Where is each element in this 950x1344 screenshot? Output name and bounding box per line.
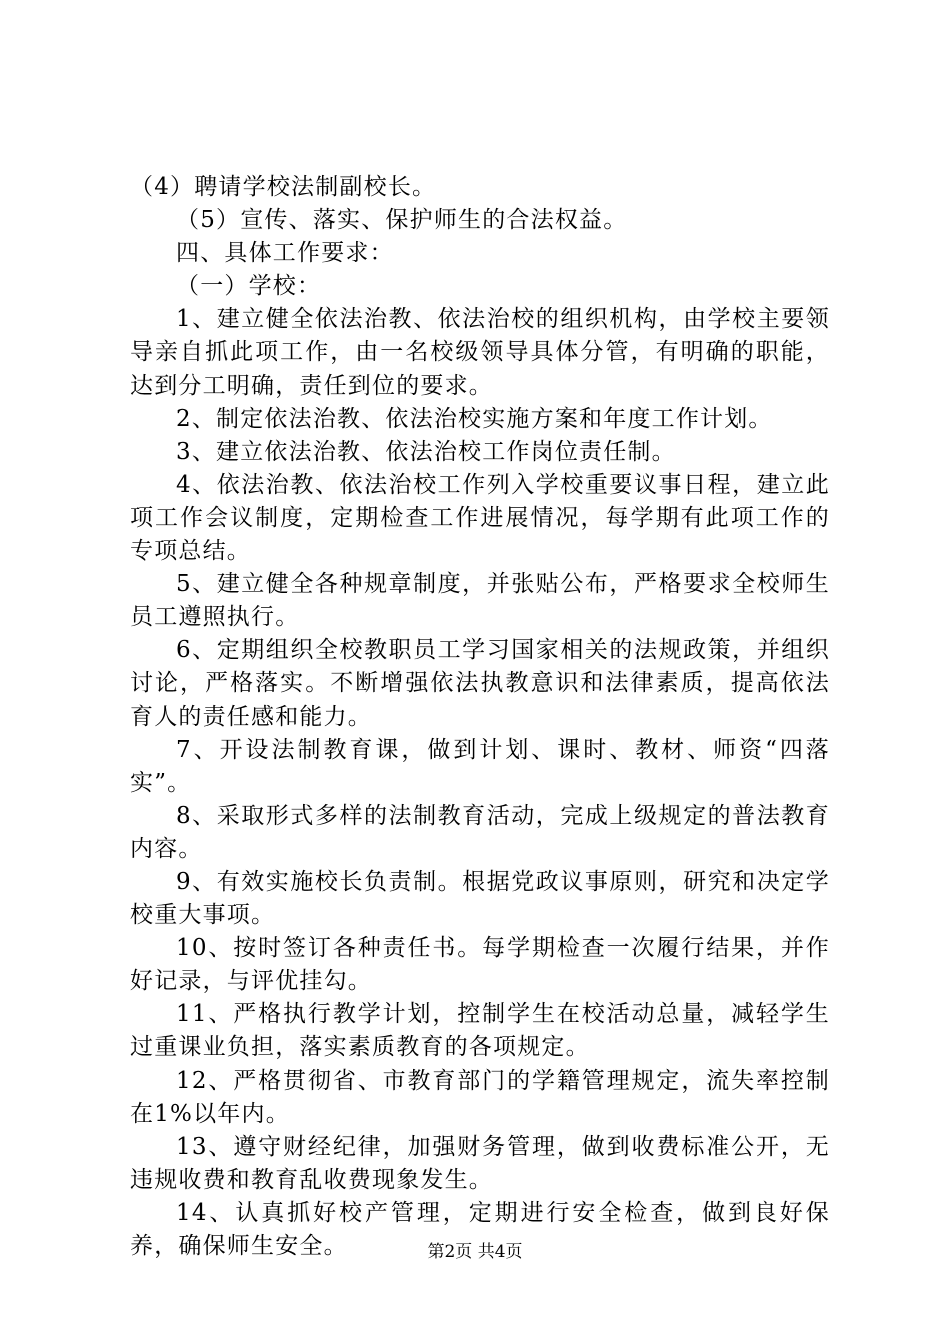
requirement-14: 14、认真抓好校产管理，定期进行安全检查，做到良好保养，确保师生安全。 — [130, 1199, 830, 1259]
page-number: 第2页 — [427, 1242, 473, 1262]
page-footer — [0, 1240, 950, 1264]
requirement-4: 4、依法治教、依法治校工作列入学校重要议事日程，建立此项工作会议制度，定期检查工作进展情况，每学期有此项工作的专项总结。 — [130, 471, 830, 565]
requirement-11: 11、严格执行教学计划，控制学生在校活动总量，减轻学生过重课业负担，落实素质教育的各项规定。 — [130, 1001, 830, 1061]
requirement-9: 9、有效实施校长负责制。根据党政议事原则，研究和决定学校重大事项。 — [130, 868, 830, 929]
requirement-13: 13、遵守财经纪律，加强财务管理，做到收费标准公开，无违规收费和教育乱收费现象发生。 — [130, 1133, 830, 1193]
requirement-8: 8、采取形式多样的法制教育活动，完成上级规定的普法教育内容。 — [130, 802, 830, 862]
paragraph-item-4: （4）聘请学校法制副校长。 — [130, 174, 437, 200]
page-total: 共4页 — [477, 1242, 523, 1262]
requirement-6: 6、定期组织全校教职员工学习国家相关的法规政策，并组织讨论，严格落实。不断增强依法执教意识和法律素质，提高依法育人的责任感和能力。 — [130, 637, 830, 730]
document-body — [130, 171, 830, 1263]
paragraph-item-5: （5）宣传、落实、保护师生的合法权益。 — [176, 207, 628, 234]
requirement-12: 12、严格贯彻省、市教育部门的学籍管理规定，流失率控制在1%以年内。 — [130, 1067, 830, 1127]
requirement-1: 1、建立健全依法治教、依法治校的组织机构，由学校主要领导亲自抓此项工作，由一名校级领导具体分管，有明确的职能，达到分工明确，责任到位的要求。 — [130, 306, 830, 399]
requirement-5: 5、建立健全各种规章制度，并张贴公布，严格要求全校师生员工遵照执行。 — [130, 571, 830, 631]
requirement-10: 10、按时签订各种责任书。每学期检查一次履行结果，并作好记录，与评优挂勾。 — [130, 935, 830, 995]
requirement-7: 7、开设法制教育课，做到计划、课时、教材、师资“四落实”。 — [130, 736, 830, 796]
requirement-3: 3、建立依法治教、依法治校工作岗位责任制。 — [176, 438, 676, 465]
requirement-2: 2、制定依法治教、依法治校实施方案和年度工作计划。 — [176, 405, 773, 432]
subsection-heading-school: （一）学校： — [176, 273, 322, 300]
section-heading-requirements: 四、具体工作要求： — [176, 240, 394, 267]
